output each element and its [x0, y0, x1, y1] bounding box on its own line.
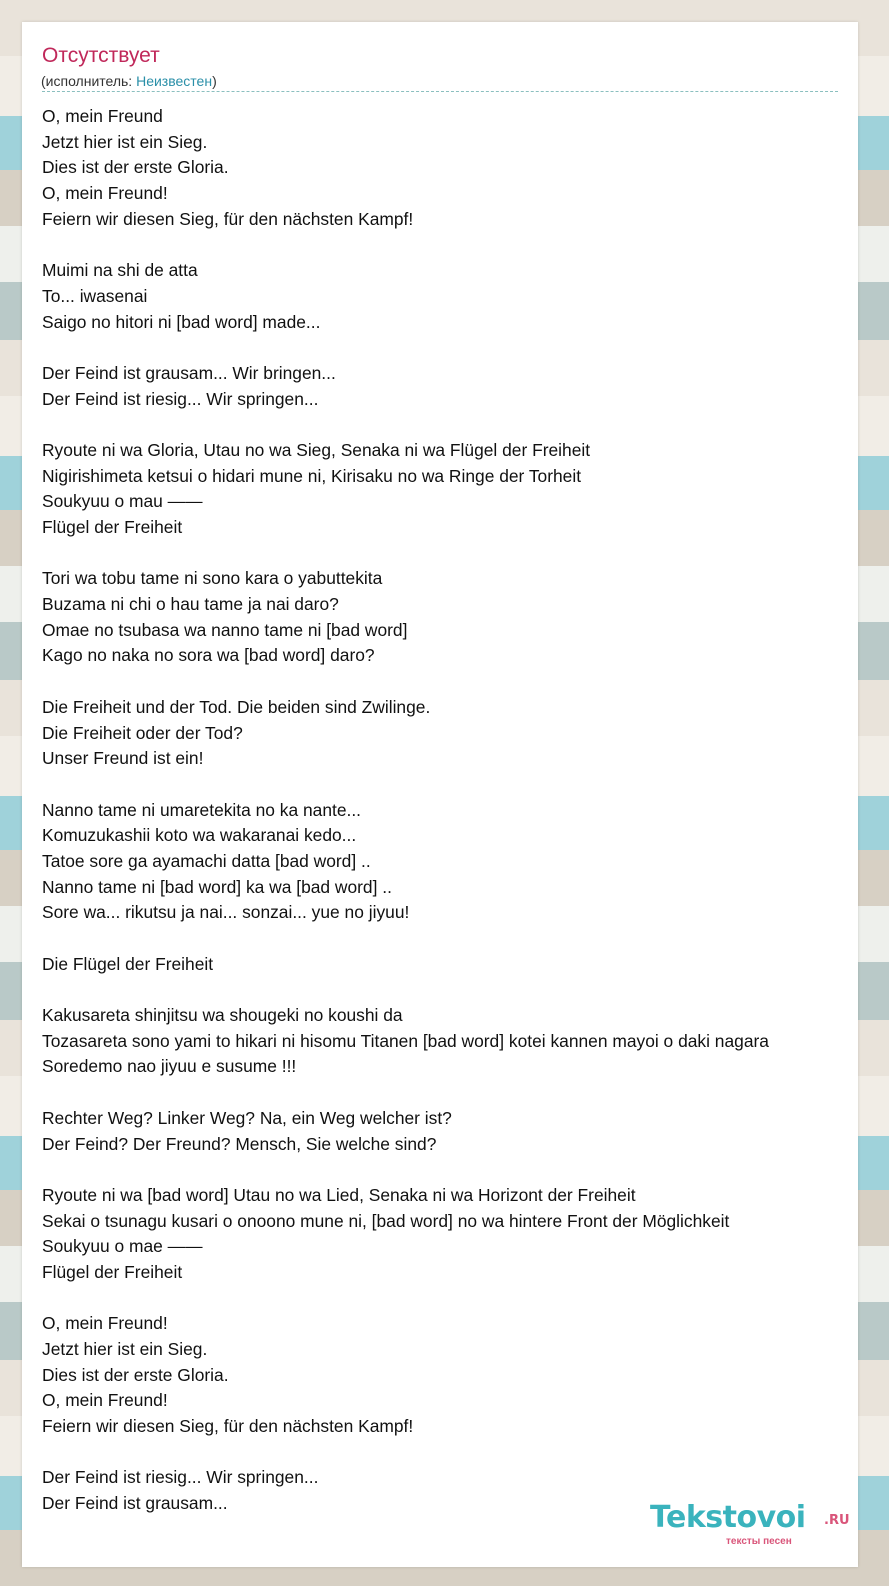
lyric-line: Omae no tsubasa wa nanno tame ni [bad word] [42, 619, 408, 640]
lyric-line: Der Feind ist riesig... Wir springen... [42, 388, 319, 409]
stanza-break [42, 1440, 858, 1466]
lyric-line: O, mein Freund! [42, 183, 168, 204]
lyric-line: Der Feind ist grausam... [42, 1493, 228, 1514]
lyric-line: Feiern wir diesen Sieg, für den nächsten Kampf! [42, 208, 414, 229]
logo-tld: .RU [824, 1513, 850, 1528]
lyric-line: Kakusareta shinjitsu wa shougeki no koushi da [42, 1005, 403, 1026]
stanza-break [42, 669, 858, 695]
lyric-line: O, mein Freund [42, 106, 163, 126]
artist-link[interactable]: Неизвестен [136, 73, 213, 89]
lyric-line: Flügel der Freiheit [42, 1261, 183, 1282]
stanza-break [42, 541, 858, 567]
stanza-break [42, 335, 858, 361]
lyric-line: Nanno tame ni [bad word] ka wa [bad word] .. [42, 876, 392, 897]
lyric-line: Komuzukashii koto wa wakaranai kedo... [42, 825, 357, 846]
lyric-line: Unser Freund ist ein! [42, 748, 204, 769]
artist-suffix: ) [212, 73, 217, 89]
stanza-break [42, 1286, 858, 1312]
logo-tagline: тексты песен [726, 1536, 792, 1547]
stanza-break [42, 977, 858, 1003]
lyric-line: Tori wa tobu tame ni sono kara o yabuttekita [42, 568, 383, 589]
lyric-line: O, mein Freund! [42, 1390, 168, 1411]
lyric-line: Soukyuu o mae ―― [42, 1236, 203, 1257]
stanza-break [42, 926, 858, 952]
lyric-line: Feiern wir diesen Sieg, für den nächsten Kampf! [42, 1416, 414, 1437]
lyric-line: Kago no naka no sora wa [bad word] daro? [42, 645, 375, 666]
lyric-line: Der Feind? Der Freund? Mensch, Sie welche sind? [42, 1133, 437, 1154]
lyric-line: Der Feind ist riesig... Wir springen... [42, 1467, 319, 1488]
lyric-line: Die Flügel der Freiheit [42, 953, 214, 974]
lyrics-panel [22, 22, 858, 1567]
lyric-line: Flügel der Freiheit [42, 517, 183, 537]
lyric-line: Ryoute ni wa Gloria, Utau no wa Sieg, Senaka ni wa Flügel der Freiheit [42, 439, 591, 460]
lyric-line: Soukyuu o mau ―― [42, 491, 203, 512]
lyric-line: O, mein Freund! [42, 1313, 168, 1334]
lyrics-text [42, 104, 858, 1517]
logo-wordmark: Tekstovoi [650, 1500, 806, 1535]
lyric-line: Dies ist der erste Gloria. [42, 1364, 229, 1385]
lyric-line: Dies ist der erste Gloria. [42, 157, 229, 178]
stanza-break [42, 772, 858, 798]
lyric-line: Sekai o tsunagu kusari o onoono mune ni, [bad word] no wa hintere Front der Möglichkeit [42, 1210, 730, 1231]
lyric-line: Saigo no hitori ni [bad word] made... [42, 311, 321, 332]
lyric-line: Tatoe sore ga ayamachi datta [bad word] .. [42, 850, 371, 871]
lyric-line: Buzama ni chi o hau tame ja nai daro? [42, 594, 339, 615]
stanza-break [42, 232, 858, 258]
lyric-line: Rechter Weg? Linker Weg? Na, ein Weg welcher ist? [42, 1107, 452, 1128]
lyric-line: Die Freiheit und der Tod. Die beiden sind Zwilinge. [42, 696, 431, 717]
lyric-line: Die Freiheit oder der Tod? [42, 722, 243, 743]
site-logo[interactable] [650, 1500, 855, 1550]
stanza-break [42, 412, 858, 438]
lyric-line: Der Feind ist grausam... Wir bringen... [42, 362, 336, 383]
song-title: Отсутствует [42, 44, 160, 67]
stanza-break [42, 1080, 858, 1106]
lyric-line: To... iwasenai [42, 285, 148, 306]
lyric-line: Jetzt hier ist ein Sieg. [42, 131, 208, 152]
lyric-line: Nanno tame ni umaretekita no ka nante... [42, 799, 362, 820]
lyric-line: Nigirishimeta ketsui o hidari mune ni, Kirisaku no wa Ringe der Torheit [42, 465, 582, 486]
artist-line [41, 72, 217, 90]
lyric-line: Jetzt hier ist ein Sieg. [42, 1339, 208, 1359]
lyric-line: Muimi na shi de atta [42, 260, 198, 281]
lyric-line: Sore wa... rikutsu ja nai... sonzai... yue no jiyuu! [42, 902, 410, 923]
title-divider [42, 91, 838, 92]
artist-prefix: (исполнитель: [41, 73, 137, 89]
lyric-line: Soredemo nao jiyuu e susume !!! [42, 1056, 297, 1077]
lyric-line: Tozasareta sono yami to hikari ni hisomu Titanen [bad word] kotei kannen mayoi o daki nagara [42, 1030, 769, 1051]
lyric-line: Ryoute ni wa [bad word] Utau no wa Lied, Senaka ni wa Horizont der Freiheit [42, 1184, 636, 1205]
stanza-break [42, 1157, 858, 1183]
